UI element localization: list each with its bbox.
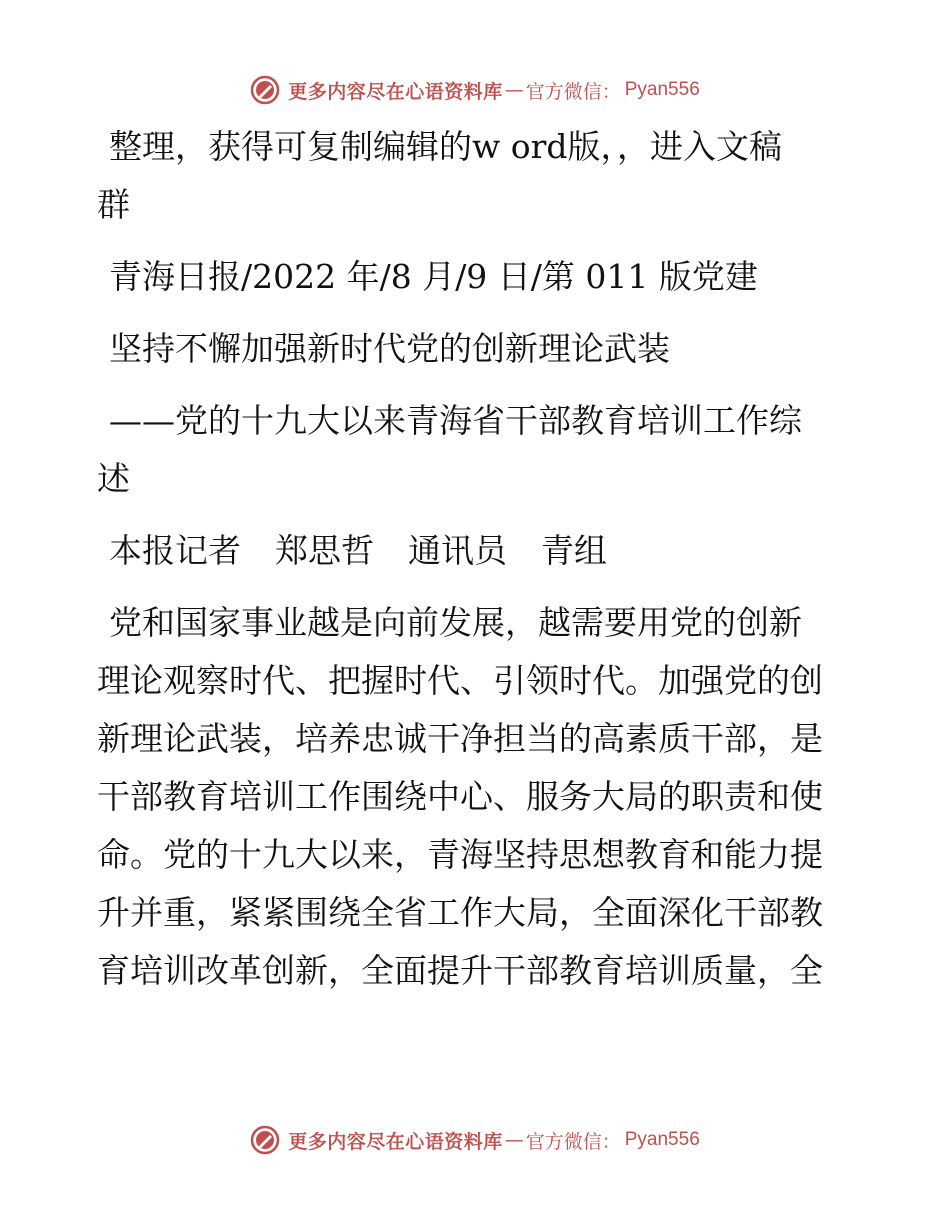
footer-banner: [0, 1120, 950, 1160]
banner-brand: 更多内容尽在心语资料库: [288, 1130, 503, 1153]
correspondent-label: 通讯员: [408, 531, 507, 570]
body-line: 育培训改革创新，全面提升干部教育培训质量，全: [97, 951, 823, 990]
banner-dash: —: [504, 1129, 524, 1151]
body-line: 党和国家事业越是向前发展，越需要用党的创新: [109, 603, 802, 642]
document-content: [97, 118, 857, 1000]
byline: [97, 522, 857, 580]
source-line: 青海日报/2022 年/8 月/9 日/第 011 版党建: [109, 257, 758, 296]
banner-brand: 更多内容尽在心语资料库: [288, 80, 503, 103]
banner-wechat-label: 官方微信：: [525, 1130, 621, 1153]
body-line: 干部教育培训工作围绕中心、服务大局的职责和使: [97, 777, 823, 816]
correspondent-name: 青组: [541, 531, 607, 570]
body-line: 理论观察时代、把握时代、引领时代。加强党的创: [97, 661, 823, 700]
reporter-name: 郑思哲: [275, 531, 374, 570]
banner-wechat-label: 官方微信：: [525, 80, 621, 103]
banner-account: Pyan556: [624, 79, 700, 100]
article-title: 坚持不懈加强新时代党的创新理论武装: [109, 329, 670, 368]
pen-logo-icon: [250, 75, 280, 105]
pen-logo-icon: [250, 1125, 280, 1155]
article-subtitle-line-1: ——党的十九大以来青海省干部教育培训工作综: [109, 401, 802, 440]
body-line: 命。党的十九大以来，青海坚持思想教育和能力提: [97, 835, 823, 874]
reporter-label: 本报记者: [109, 531, 241, 570]
intro-line-1: 整理，获得可复制编辑的w ord版，，进入文稿: [109, 127, 783, 166]
body-paragraph: [97, 594, 857, 1000]
banner-account: Pyan556: [624, 1129, 700, 1150]
body-line: 新理论武装，培养忠诚干净担当的高素质干部，是: [97, 719, 823, 758]
article-subtitle-line-2: 述: [97, 459, 130, 498]
intro-line-2: 群: [97, 185, 130, 224]
body-line: 升并重，紧紧围绕全省工作大局，全面深化干部教: [97, 893, 823, 932]
header-banner: [0, 70, 950, 110]
banner-dash: —: [504, 79, 524, 101]
